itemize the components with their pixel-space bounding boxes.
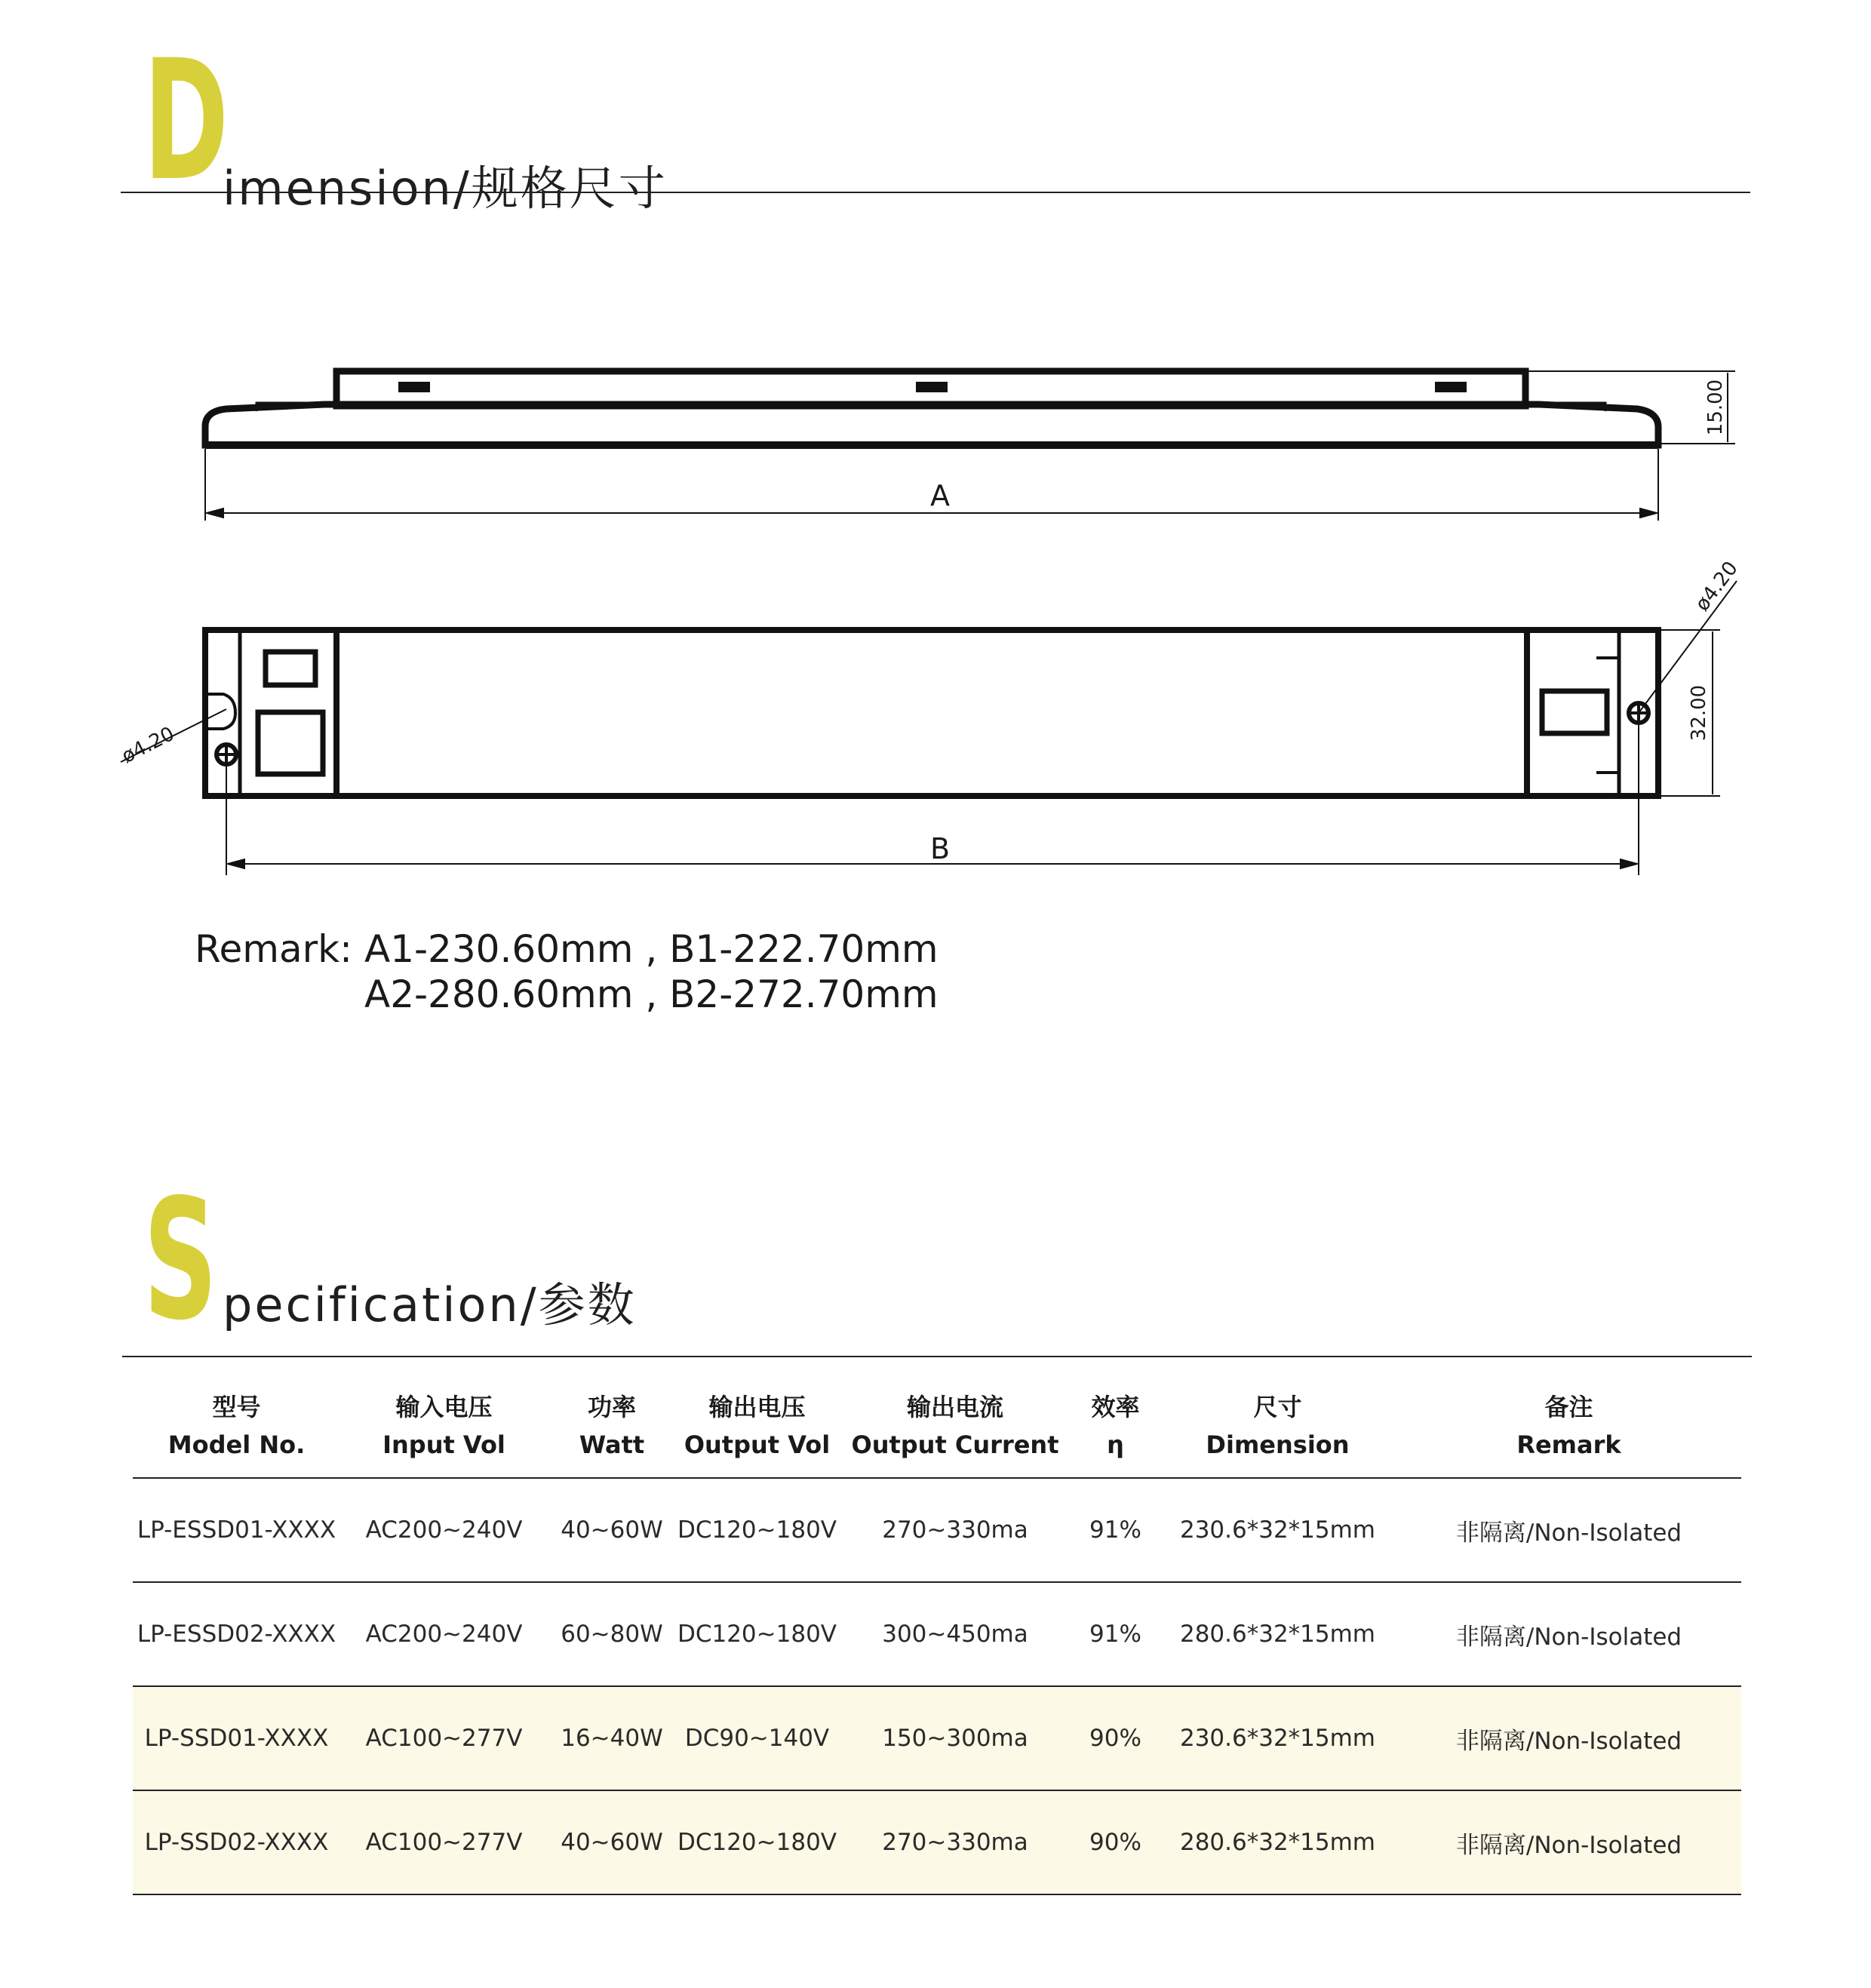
cell-model: LP-ESSD02-XXXX [133, 1582, 340, 1686]
cell-model: LP-SSD02-XXXX [133, 1790, 340, 1894]
cell-output-vol: DC90~140V [676, 1686, 838, 1790]
cell-output-vol: DC120~180V [676, 1790, 838, 1894]
table-row [133, 1478, 1741, 1582]
cell-remark: 非隔离/Non-Isolated [1396, 1478, 1741, 1582]
cell-output-vol: DC120~180V [676, 1582, 838, 1686]
cell-input-vol: AC200~240V [340, 1582, 548, 1686]
cell-watt: 40~60W [548, 1790, 676, 1894]
remark-block [195, 926, 939, 1017]
cell-output-vol: DC120~180V [676, 1478, 838, 1582]
top-view-outline [205, 630, 1658, 796]
specification-heading [121, 1163, 1758, 1357]
cell-dimension: 230.6*32*15mm [1159, 1686, 1396, 1790]
cell-output-current: 150~300ma [838, 1686, 1072, 1790]
cell-input-vol: AC100~277V [340, 1686, 548, 1790]
specification-table [133, 1366, 1741, 1895]
remark-label: Remark: [195, 927, 352, 971]
cell-dimension: 280.6*32*15mm [1159, 1790, 1396, 1894]
dimension-a-label: A [930, 479, 950, 512]
cell-output-current: 300~450ma [838, 1582, 1072, 1686]
table-header-row [133, 1366, 1741, 1478]
header-watt: 功率 Watt [548, 1366, 676, 1478]
table-row [133, 1790, 1741, 1894]
specification-initial-letter: S [143, 1163, 218, 1357]
cell-remark: 非隔离/Non-Isolated [1396, 1790, 1741, 1894]
header-efficiency: 效率 η [1072, 1366, 1159, 1478]
table-row [133, 1582, 1741, 1686]
dimension-height-label: 15.00 [1704, 379, 1727, 436]
dimension-width-label: 32.00 [1688, 684, 1710, 742]
remark-line-2: A2-280.60mm , B2-272.70mm [364, 972, 939, 1016]
table-row [133, 1686, 1741, 1790]
header-output-vol: 输出电压 Output Vol [676, 1366, 838, 1478]
cell-output-current: 270~330ma [838, 1478, 1072, 1582]
left-hole-label: ø4.20 [118, 722, 179, 768]
left-terminal-boxes [258, 652, 323, 774]
cell-efficiency: 90% [1072, 1686, 1159, 1790]
side-view-body [205, 404, 1658, 445]
cell-efficiency: 91% [1072, 1582, 1159, 1686]
header-model: 型号 Model No. [133, 1366, 340, 1478]
cell-input-vol: AC100~277V [340, 1790, 548, 1894]
specification-divider [122, 1356, 1752, 1357]
cell-efficiency: 91% [1072, 1478, 1159, 1582]
cell-watt: 16~40W [548, 1686, 676, 1790]
cell-watt: 60~80W [548, 1582, 676, 1686]
technical-drawing [0, 0, 1871, 905]
cell-efficiency: 90% [1072, 1790, 1159, 1894]
cell-dimension: 230.6*32*15mm [1159, 1478, 1396, 1582]
right-terminal-box [1542, 691, 1607, 733]
top-view [205, 630, 1658, 796]
specification-title: pecification/参数 [223, 1277, 637, 1332]
header-input-vol: 输入电压 Input Vol [340, 1366, 548, 1478]
cell-watt: 40~60W [548, 1478, 676, 1582]
remark-line-1: A1-230.60mm , B1-222.70mm [364, 927, 939, 971]
cell-dimension: 280.6*32*15mm [1159, 1582, 1396, 1686]
right-hole-label: ø4.20 [1691, 557, 1743, 616]
cell-remark: 非隔离/Non-Isolated [1396, 1686, 1741, 1790]
header-dimension: 尺寸 Dimension [1159, 1366, 1396, 1478]
cell-model: LP-SSD01-XXXX [133, 1686, 340, 1790]
header-remark: 备注 Remark [1396, 1366, 1741, 1478]
header-output-current: 输出电流 Output Current [838, 1366, 1072, 1478]
dimension-initial-letter: D [143, 24, 229, 217]
dimension-title: imension/规格尺寸 [223, 161, 668, 216]
dimension-b-label: B [929, 832, 951, 865]
side-view-slots [398, 382, 1467, 392]
cell-input-vol: AC200~240V [340, 1478, 548, 1582]
cell-model: LP-ESSD01-XXXX [133, 1478, 340, 1582]
cell-remark: 非隔离/Non-Isolated [1396, 1582, 1741, 1686]
cell-output-current: 270~330ma [838, 1790, 1072, 1894]
